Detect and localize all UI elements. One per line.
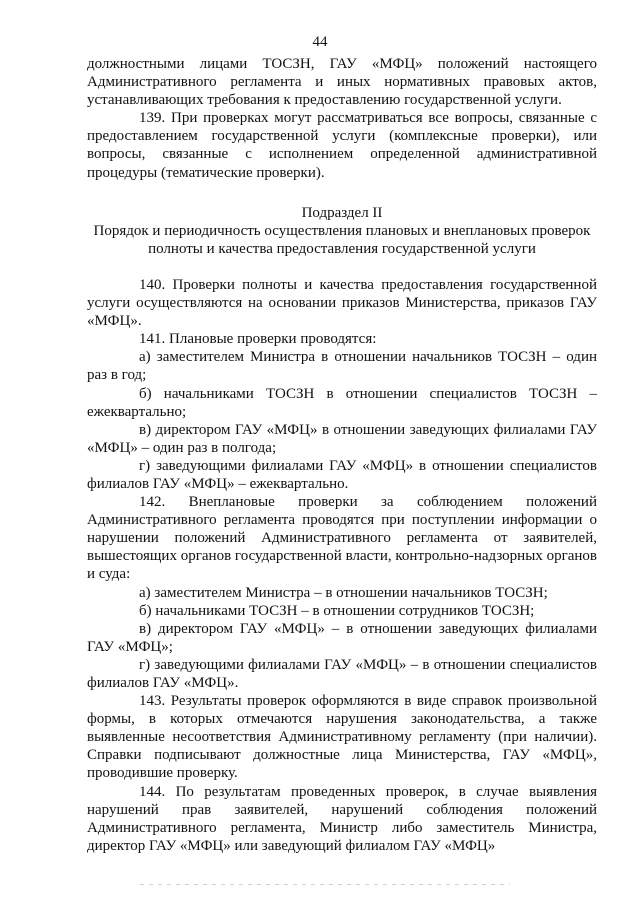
paragraph-143: 143. Результаты проверок оформляются в виде справок произвольной формы, в которых отмечаются нарушения законодательства, а также выявленные несоответствия Административному регламенту (при наличии). Справки подписывают должностные лица Министерства, ГАУ «МФЦ», проводившие проверку. — [87, 693, 597, 782]
list-item-141-b: б) начальниками ТОСЗН в отношении специалистов ТОСЗН – ежеквартально; — [87, 385, 597, 420]
list-item-142-g: г) заведующими филиалами ГАУ «МФЦ» – в отношении специалистов филиалов ГАУ «МФЦ». — [87, 656, 597, 691]
paragraph-140: 140. Проверки полноты и качества предоставления государственной услуги осуществляются на основании приказов Министерства, приказов ГАУ «МФЦ». — [87, 276, 597, 330]
paragraph-141: 141. Плановые проверки проводятся: — [139, 331, 377, 348]
paragraph-144: 144. По результатам проведенных проверок, в случае выявления нарушений прав заявителей, нарушений соблюдения положений Административного регламента, Министр либо заместитель Министра, директор ГАУ «МФЦ» или заведующий филиалом ГАУ «МФЦ» — [87, 783, 597, 854]
page-body — [87, 55, 597, 855]
list-item-141-a: а) заместителем Министра в отношении начальников ТОСЗН – один раз в год; — [87, 349, 597, 384]
paragraph-142: 142. Внеплановые проверки за соблюдением положений Административного регламента проводятся при поступлении информации о нарушении положений Административного регламента от заявителей, вышестоящих органов государственной власти, контрольно-надзорных органов и суда: — [87, 494, 597, 583]
page-number: 44 — [312, 34, 328, 50]
scan-artifact-line — [140, 884, 510, 885]
subsection-label: Подраздел II — [301, 204, 383, 221]
list-item-141-g: г) заведующими филиалами ГАУ «МФЦ» в отношении специалистов филиалов ГАУ «МФЦ» – ежеквартально. — [87, 457, 597, 492]
subsection-title: Порядок и периодичность осуществления плановых и внеплановых проверок полноты и качества предоставления государственной услуги — [93, 222, 591, 257]
list-item-142-a: а) заместителем Министра – в отношении начальников ТОСЗН; — [139, 584, 548, 601]
list-item-141-v: в) директором ГАУ «МФЦ» в отношении заведующих филиалами ГАУ «МФЦ» – один раз в полгода; — [87, 421, 597, 456]
spacer — [87, 258, 597, 276]
paragraph-continuation: должностными лицами ТОСЗН, ГАУ «МФЦ» положений настоящего Административного регламента и иных нормативных правовых актов, устанавливающих требования к предоставлению государственной услуги. — [87, 56, 597, 109]
spacer — [87, 182, 597, 204]
paragraph-139: 139. При проверках могут рассматриваться все вопросы, связанные с предоставлением государственной услуги (комплексные проверки), или вопросы, связанные с исполнением определенной административной процедуры (тематические проверки). — [87, 110, 597, 181]
list-item-142-v: в) директором ГАУ «МФЦ» – в отношении заведующих филиалами ГАУ «МФЦ»; — [87, 620, 597, 655]
list-item-142-b: б) начальниками ТОСЗН – в отношении сотрудников ТОСЗН; — [139, 602, 535, 619]
